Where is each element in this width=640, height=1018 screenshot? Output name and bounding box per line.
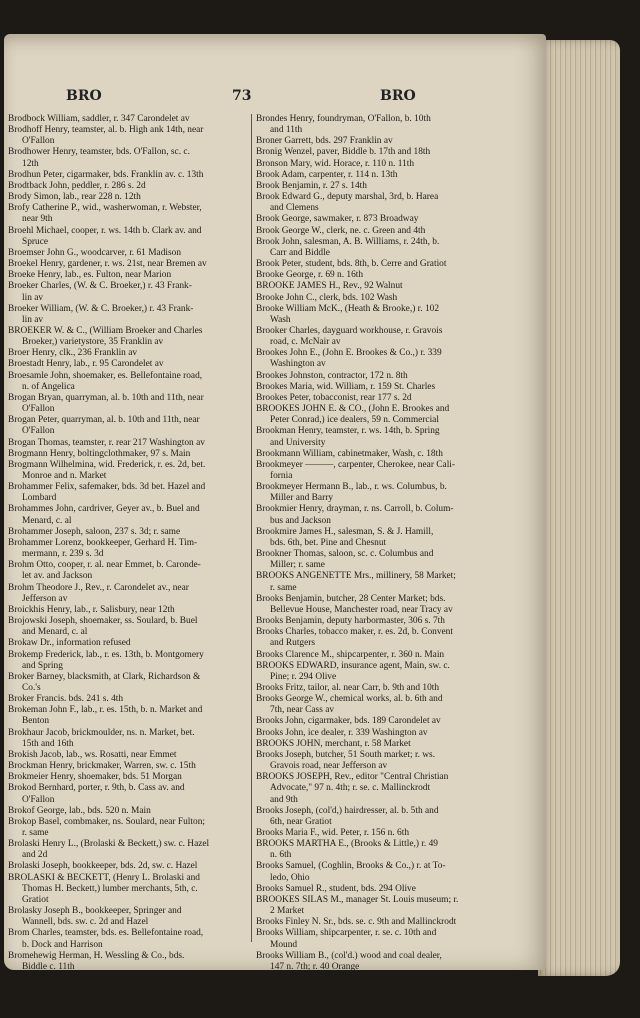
directory-entry-line: Brookes John E., (John E. Brookes & Co.,) r. 339 — [256, 348, 442, 359]
directory-entry-line: Miller; r. same — [270, 560, 325, 571]
directory-entry-line: and University — [270, 437, 326, 448]
directory-entry-line: Brooks John, cigarmaker, bds. 189 Carondelet av — [256, 716, 441, 727]
directory-entry-line: Brooks John, ice dealer, r. 339 Washington av — [256, 727, 428, 738]
directory-entry-line: lin av — [22, 314, 44, 325]
directory-entry-line: O'Fallon — [22, 404, 55, 415]
directory-entry-line: Thomas H. Beckett,) lumber merchants, 5th, c. — [22, 883, 198, 894]
directory-entry-line: Brogan Thomas, teamster, r. rear 217 Washington av — [8, 437, 205, 448]
directory-entry-line: Co.'s — [22, 682, 41, 693]
directory-entry-line: Brokmeier Henry, shoemaker, bds. 51 Morgan — [8, 772, 182, 783]
directory-entry-line: Monroe and n. Market — [22, 471, 107, 481]
directory-entry-line: Broeke Henry, lab., es. Fulton, near Marion — [8, 270, 172, 281]
directory-entry-line: Peter Conrad,) ice dealers, 59 n. Commercial — [270, 415, 439, 426]
directory-entry-line: BROOKES SILAS M., manager St. Louis museum; r. — [256, 894, 459, 905]
directory-entry-line: Broker Barney, blacksmith, at Clark, Richardson & — [8, 671, 201, 682]
directory-entry-line: road, c. McNair av — [270, 337, 341, 348]
directory-entry-line: BROOKS MARTHA E., (Brooks & Little,) r. 49 — [256, 839, 438, 850]
directory-entry-line: Brooks Finley N. Sr., bds. se. c. 9th and Mallinckrodt — [256, 917, 457, 928]
directory-entry-line: Biddle c. 11th — [22, 961, 75, 972]
directory-entry-line: Brogmann Henry, boltingclothmaker, 97 s. Main — [8, 448, 191, 459]
directory-entry-line: Brooks Benjamin, butcher, 28 Center Market; bds. — [256, 593, 446, 604]
directory-entry-line: bus and Jackson — [270, 515, 331, 526]
directory-entry-line: Brom Charles, teamster, bds. es. Bellefontaine road, — [8, 928, 204, 939]
column-rule — [251, 114, 252, 942]
directory-entry-line: BROOKE JAMES H., Rev., 92 Walnut — [256, 281, 403, 292]
directory-entry-line: Brooks Joseph, (col'd,) hairdresser, al. b. 5th and — [256, 805, 439, 816]
directory-entry-line: and Clemens — [270, 203, 319, 214]
directory-entry-line: Broestadt Henry, lab., r. 95 Carondelet av — [8, 359, 164, 370]
directory-entry-line: Broad Henry, lab., r. ss. 12th, near Mallinckrodt — [8, 1006, 188, 1017]
directory-entry-line: Brookes Maria, wid. William, r. 159 St. Charles — [256, 381, 436, 392]
directory-entry-line: Brook George W., clerk, ne. c. Green and 4th — [256, 225, 426, 236]
directory-entry-line: Brokemp Frederick, lab., r. es. 13th, b. Montgomery — [8, 649, 204, 660]
directory-entry-line: 6th, near Gratiot — [270, 816, 332, 827]
directory-entry-line: Brookman Henry, teamster, r. ws. 14th, b. Spring — [256, 426, 440, 437]
directory-entry-line: BROLASKI & BECKETT, (Henry L. Brolaski and — [8, 872, 200, 883]
directory-entry-line: Washington av — [270, 359, 326, 370]
directory-entry-line: Broeker William, (W. & C. Broeker,) r. 43 Frank- — [8, 303, 194, 314]
directory-entry-line: Mound — [270, 939, 298, 950]
directory-entry-line: Bronig Wenzel, paver, Biddle b. 17th and 18th — [256, 147, 431, 158]
directory-entry-line: Brookmire James H., salesman, S. & J. Hamill, — [256, 526, 434, 537]
directory-entry-line: Bronson Mary, wid. Horace, r. 110 n. 11th — [256, 158, 415, 169]
directory-entry-line: Brokish Jacob, lab., ws. Rosatti, near Emmet — [8, 749, 177, 760]
directory-entry-line: Broeker,) varietystore, 35 Franklin av — [22, 337, 164, 348]
directory-entry-line: Brooks Fritz, tailor, al. near Carr, b. 9th and 10th — [256, 682, 440, 693]
directory-entry-line: BROOKES JOHN E. & CO., (John E. Brookes and — [256, 404, 450, 415]
directory-entry-line: b. Dock and Harrison — [22, 939, 103, 950]
directory-entry-line: BROOKS EDWARD, insurance agent, Main, sw. c. — [256, 660, 450, 671]
page-edges — [538, 40, 620, 976]
directory-entry-line: Wannell, bds. sw. c. 2d and Hazel — [22, 917, 149, 928]
directory-entry-line: n. of Angelica — [22, 381, 75, 392]
directory-entry-line: Brohammer Lorenz, bookkeeper, Gerhard H. Tim- — [8, 537, 198, 548]
directory-entry-line: line Little,) seminary, 49 n. 6th — [270, 984, 387, 995]
directory-entry-line: 12th — [22, 158, 39, 169]
directory-entry-line: Brokaw Dr., information refused — [8, 638, 131, 649]
directory-entry-line: Broner Garrett, bds. 297 Franklin av — [256, 136, 393, 147]
directory-entry-line: Brokeman John F., lab., r. es. 15th, b. n. Market and — [8, 705, 203, 716]
directory-entry-line: BROOKS ANGENETTE Mrs., millinery, 58 Market; — [256, 571, 456, 582]
directory-entry-line: Brookmeyer Hermann B., lab., r. ws. Columbus, b. — [256, 482, 447, 493]
directory-entry-line: Brook Edward G., deputy marshal, 3rd, b. Harea — [256, 192, 439, 203]
directory-entry-line: Gratiot — [22, 894, 49, 905]
directory-entry-line: O'Fallon — [22, 794, 55, 805]
directory-entry-line: lin av — [22, 292, 44, 303]
directory-entry-line: Bremen — [22, 995, 52, 1006]
directory-entry-line: r. same — [22, 828, 49, 838]
directory-entry-line: Bromehewig Herman, H. Wessling & Co., bds. — [8, 950, 185, 961]
directory-entry-line: Brooke William McK., (Heath & Brooke,) r. 102 — [256, 303, 440, 314]
directory-entry-line: Brohammer Joseph, saloon, 237 s. 3d; r. same — [8, 526, 181, 537]
directory-entry-line: Wash — [270, 314, 291, 325]
directory-entry-line: Brookes Peter, tobacconist, rear 177 s. 2d — [256, 392, 412, 403]
directory-entry-line: Brohammer Felix, safemaker, bds. 3d bet. Hazel and — [8, 482, 206, 493]
directory-entry-line: 147 n. 7th; r. 40 Orange — [270, 961, 360, 972]
directory-entry-line: Brolaski Henry L., (Brolaski & Beckett,) sw. c. Hazel — [8, 839, 210, 850]
directory-entry-line: Brooke John C., clerk, bds. 102 Wash — [256, 292, 398, 303]
header-left-word: BRO — [66, 88, 102, 104]
directory-entry-line: Brockman Henry, brickmaker, Warren, sw. c. 15th — [8, 761, 196, 772]
directory-entry-line: BROOKS & LITTLE, (Martha E. Brooks and Caro- — [256, 973, 453, 984]
directory-entry-line: Brook John, salesman, A. B. Williams, r. 24th, b. — [256, 236, 440, 247]
directory-entry-line: and 9th — [270, 794, 298, 805]
header-right-word: BRO — [380, 88, 416, 104]
directory-page — [4, 34, 546, 1017]
directory-entry-line: Brohm Otto, cooper, r. al. near Emmet, b. Caronde- — [8, 560, 201, 571]
directory-entry-line: Brook George, sawmaker, r. 873 Broadway — [256, 214, 419, 225]
directory-entry-line: and Rutgers — [270, 638, 316, 649]
directory-entry-line: Brooks William B., (col'd.) wood and coal dealer, — [256, 950, 442, 961]
directory-entry-line: BROEKER W. & C., (William Broeker and Charles — [8, 325, 203, 336]
directory-entry-line: Broekel Henry, gardener, r. ws. 21st, near Bremen av — [8, 259, 207, 270]
directory-entry-line: Brookner Thomas, saloon, sc. c. Columbus and — [256, 549, 434, 560]
directory-entry-line: Brodhun Peter, cigarmaker, bds. Franklin av. c. 13th — [8, 169, 204, 180]
directory-entry-line: 7th, near Cass av — [270, 705, 335, 716]
directory-entry-line: and 11th — [270, 125, 303, 136]
directory-entry-line: Brooks Samuel R., student, bds. 294 Olive — [256, 883, 416, 894]
directory-entry-line: Brooker Charles, dayguard workhouse, r. Gravois — [256, 325, 443, 336]
directory-entry-line: Brooks Samuel, (Coghlin, Brooks & Co.,) r. at To- — [256, 861, 446, 872]
directory-entry-line: Brook Adam, carpenter, r. 114 n. 13th — [256, 169, 398, 180]
directory-entry-line: Brojowski Joseph, shoemaker, ss. Soulard, b. Buel — [8, 616, 198, 627]
directory-entry-line: near 9th — [22, 214, 53, 225]
directory-entry-line: mermann, r. 239 s. 3d — [22, 549, 104, 560]
directory-entry-line: Brodhoff Henry, teamster, al. b. High ank 14th, near — [8, 125, 204, 136]
directory-entry-line: Brokhaur Jacob, brickmoulder, ns. n. Market, bet. — [8, 727, 195, 738]
left-column — [8, 114, 246, 1018]
directory-entry-line: r. same — [270, 582, 297, 593]
directory-entry-line: Brondes Henry, foundryman, O'Fallon, b. 10th — [256, 114, 431, 124]
page-number: 73 — [232, 88, 252, 104]
directory-entry-line: Brooks Maria F., wid. Peter, r. 156 n. 6th — [256, 828, 410, 838]
directory-entry-line: Menard, c. al — [22, 515, 72, 526]
directory-entry-line: Brokod Bernhard, porter, r. 9th, b. Cass av. and — [8, 783, 185, 794]
directory-entry-line: Brofy Catherine P., wid., washerwoman, r. Webster, — [8, 203, 202, 214]
directory-entry-line: Advocate," 97 n. 4th; r. se. c. Mallinckrodt — [270, 783, 431, 794]
directory-entry-line: Broeker Charles, (W. & C. Broeker,) r. 43 Frank- — [8, 281, 192, 292]
directory-entry-line: Brookmeyer ———, carpenter, Cherokee, near Cali- — [256, 459, 456, 470]
directory-entry-line: Broemser John G., woodcarver, r. 61 Madison — [8, 247, 182, 258]
directory-entry-line: Bromm Henry, butcher, 12 Sturgeon Market; r. — [8, 984, 184, 995]
directory-entry-line: Brooks Joseph, butcher, 51 South market; r. ws. — [256, 749, 436, 760]
directory-entry-line: 2 Market — [270, 906, 305, 917]
directory-entry-line: BROOKS JOSEPH, Rev., editor "Central Christian — [256, 772, 449, 783]
directory-entry-line: 15th and 16th — [22, 738, 74, 749]
directory-entry-line: Brodtback John, peddler, r. 286 s. 2d — [8, 180, 146, 191]
directory-entry-line: and Spring — [22, 660, 63, 671]
directory-entry-line: Jefferson av — [22, 593, 68, 604]
directory-entry-line: Broomfield James W., bookkeeper, William W. — [256, 995, 433, 1006]
directory-entry-line: Brohm Theodore J., Rev., r. Carondelet av., near — [8, 582, 189, 593]
directory-entry-line: Brooks Charles, tobacco maker, r. es. 2d, b. Convent — [256, 627, 453, 638]
right-column — [256, 114, 540, 1018]
directory-entry-line: Brokop Basel, combmaker, ns. Soulard, near Fulton; — [8, 816, 205, 827]
directory-entry-line: Brooks Clarence M., shipcarpenter, r. 360 n. Main — [256, 649, 445, 660]
directory-entry-line: Broer Henry, clk., 236 Franklin av — [8, 348, 138, 359]
directory-entry-line: Brody Simon, lab., rear 228 n. 12th — [8, 192, 141, 203]
directory-entry-line: Brookes Johnston, contractor, 172 n. 8th — [256, 370, 408, 381]
directory-entry-line: O'Fallon — [22, 426, 55, 437]
directory-entry-line: and Menard, c. al — [22, 627, 88, 638]
directory-entry-line: fornia — [270, 471, 293, 481]
directory-entry-line: Broker Francis. bds. 241 s. 4th — [8, 694, 124, 705]
directory-entry-line: Broehl Michael, cooper, r. ws. 14th b. Clark av. and — [8, 225, 202, 236]
directory-entry-line: O'Fallon — [22, 136, 55, 147]
directory-entry-line: Bellevue House, Manchester road, near Tracy av — [270, 604, 453, 615]
directory-entry-line: Brogmann Wilhelmina, wid. Frederick, r. es. 2d, bet. — [8, 459, 206, 470]
directory-entry-line: Brogan Bryan, quarryman, al. b. 10th and 11th, near — [8, 392, 204, 403]
directory-entry-line: Brodhower Henry, teamster, bds. O'Fallon, sc. c. — [8, 147, 190, 158]
directory-entry-line: Carr and Biddle — [270, 247, 330, 258]
directory-entry-line: Brook Benjamin, r. 27 s. 14th — [256, 180, 367, 191]
directory-entry-line: Brodbock William, saddler, r. 347 Carondelet av — [8, 114, 190, 124]
directory-entry-line: Spruce — [22, 236, 49, 247]
directory-entry-line: Brook Peter, student, bds. 8th, b. Cerre and Gratiot — [256, 259, 447, 270]
directory-entry-line: Gravois road, near Jefferson av — [270, 761, 388, 772]
directory-entry-line: Brooke George, r. 69 n. 16th — [256, 270, 364, 281]
directory-entry-line: Brooks William, shipcarpenter, r. se. c. 10th and — [256, 928, 437, 939]
directory-entry-line: and 2d — [22, 850, 48, 861]
directory-entry-line: Benton — [22, 716, 50, 727]
directory-entry-line: Brolasky Joseph B., bookkeeper, Springer and — [8, 906, 182, 917]
directory-entry-line: Brolaski Joseph, bookkeeper, bds. 2d, sw. c. Hazel — [8, 861, 198, 872]
directory-entry-line: Bromley John, crockery, 183 Franklin av; r. same — [8, 973, 194, 984]
directory-entry-line: Pine; r. 294 Olive — [270, 671, 337, 682]
directory-entry-line: Miller and Barry — [270, 493, 334, 504]
directory-entry-line: Broomfield; bds. 41 Green — [270, 1006, 371, 1017]
running-header — [4, 88, 546, 108]
directory-entry-line: Lombard — [22, 493, 57, 504]
directory-entry-line: let av. and Jackson — [22, 571, 93, 582]
directory-entry-line: Broesamle John, shoemaker, es. Bellefontaine road, — [8, 370, 203, 381]
directory-entry-line: ledo, Ohio — [270, 872, 310, 883]
directory-entry-line: Brooks George W., chemical works, al. b. 6th and — [256, 694, 443, 705]
directory-entry-line: n. 6th — [270, 850, 292, 861]
directory-entry-line: Brooks Benjamin, deputy harbormaster, 306 s. 7th — [256, 616, 445, 627]
directory-entry-line: Brogan Peter, quarryman, al. b. 10th and 11th, near — [8, 415, 200, 426]
directory-entry-line: bds. 6th, bet. Pine and Chesnut — [270, 537, 387, 548]
directory-entry-line: BROOKS JOHN, merchant, r. 58 Market — [256, 738, 411, 749]
directory-entry-line: Brokof George, lab., bds. 520 n. Main — [8, 805, 151, 816]
directory-entry-line: Brookmier Henry, drayman, r. ns. Carroll, b. Colum- — [256, 504, 454, 515]
directory-entry-line: Brohammes John, cardriver, Geyer av., b. Buel and — [8, 504, 200, 515]
directory-entry-line: Brookmann William, cabinetmaker, Wash, c. 18th — [256, 448, 443, 459]
directory-entry-line: Broickhis Henry, lab., r. Salisbury, near 12th — [8, 604, 175, 615]
